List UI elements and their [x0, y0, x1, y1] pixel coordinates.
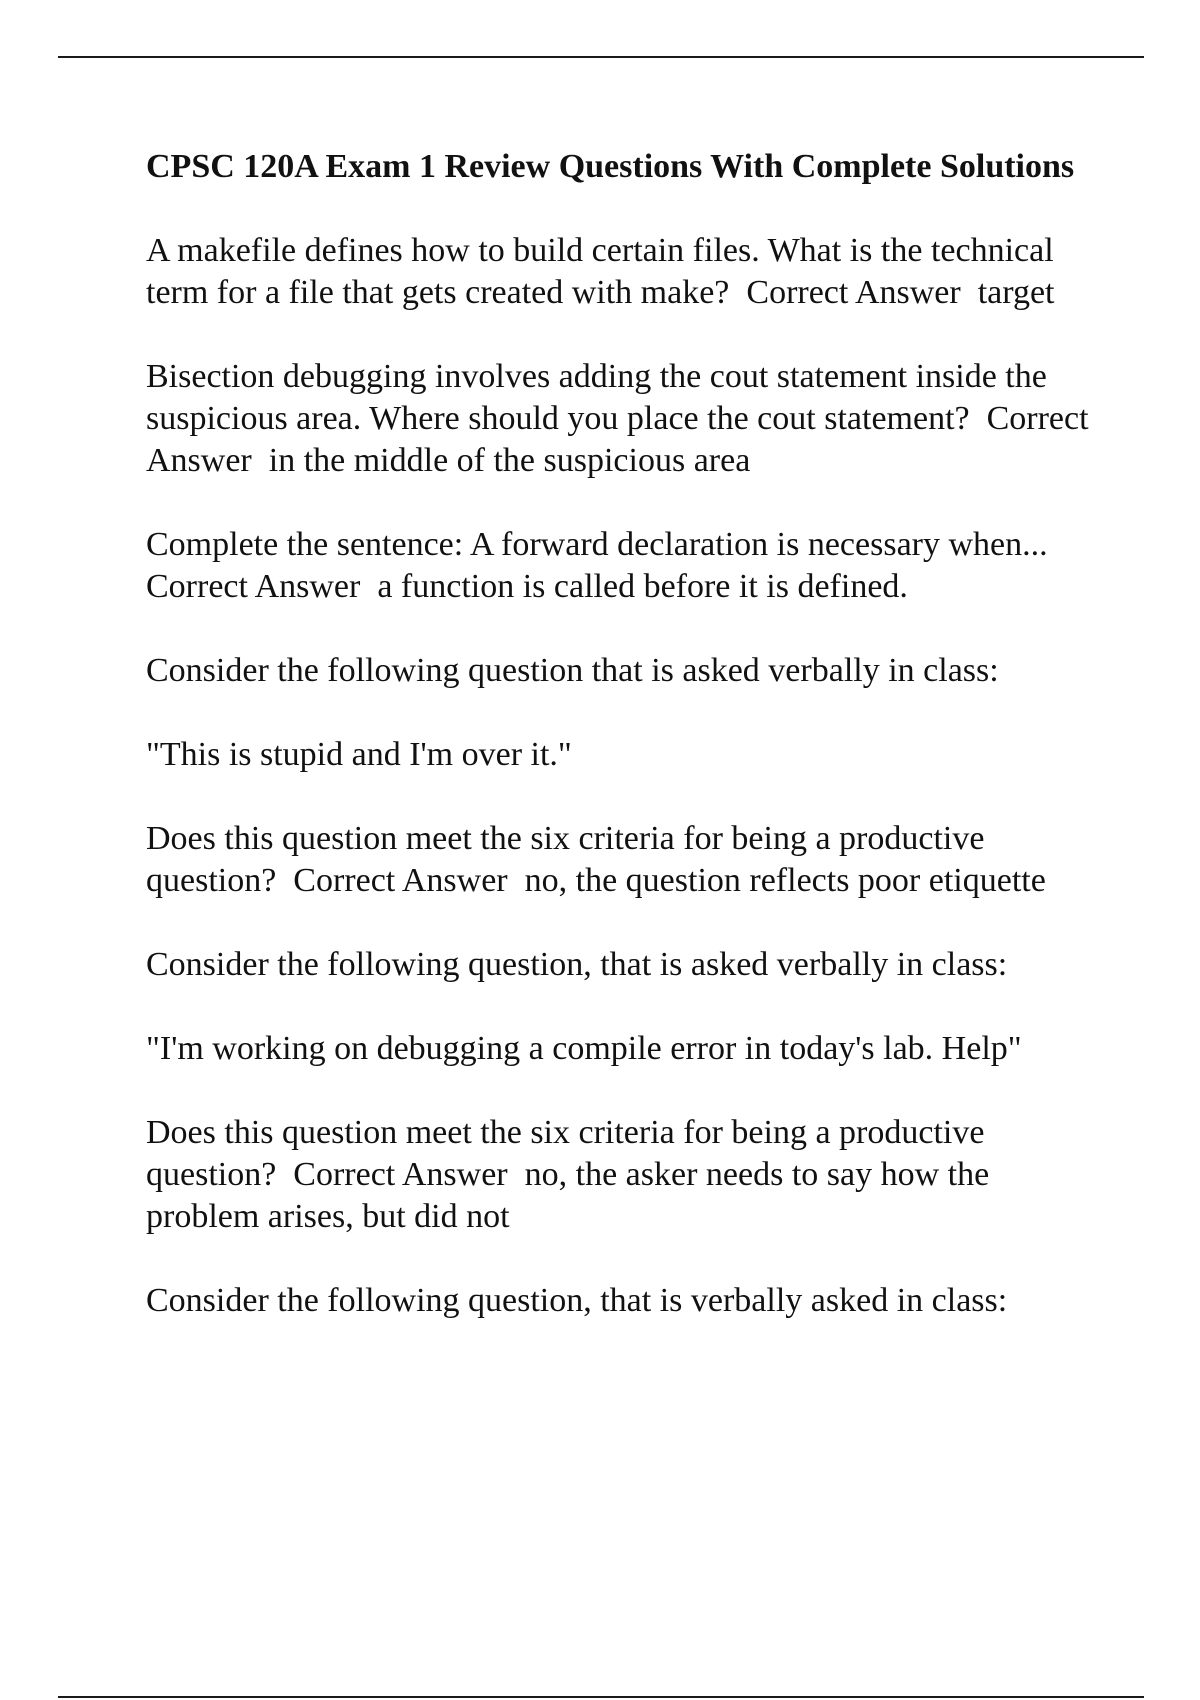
paragraph-consider-question-1: Consider the following question that is asked verbally in class: [146, 652, 999, 689]
footer-rule [58, 1696, 1144, 1698]
paragraph-criteria-answer-1: Does this question meet the six criteria for being a productive question? Correct Answer no, the question reflects poor etiquette [146, 820, 1046, 899]
paragraph-quote-2: "I'm working on debugging a compile error in today's lab. Help" [146, 1030, 1022, 1067]
header-rule [58, 56, 1144, 58]
paragraph-forward-declaration: Complete the sentence: A forward declaration is necessary when... Correct Answer a function is called before it is defined. [146, 526, 1065, 605]
paragraph-quote-1: "This is stupid and I'm over it." [146, 736, 572, 773]
paragraph-consider-question-3: Consider the following question, that is verbally asked in class: [146, 1282, 1008, 1319]
paragraph-bisection-debugging: Bisection debugging involves adding the cout statement inside the suspicious area. Where should you place the cout statement? Correct Answer in the middle of the suspicious area [146, 358, 1096, 479]
paragraph-consider-question-2: Consider the following question, that is asked verbally in class: [146, 946, 1008, 983]
paragraph-criteria-answer-2: Does this question meet the six criteria for being a productive question? Correct Answer no, the asker needs to say how the problem arises, but did not [146, 1114, 998, 1235]
document-body [146, 146, 1106, 1364]
paragraph-makefile-target: A makefile defines how to build certain files. What is the technical term for a file that gets created with make? Correct Answer target [146, 232, 1063, 311]
document-title: CPSC 120A Exam 1 Review Questions With Complete Solutions [146, 148, 1075, 185]
